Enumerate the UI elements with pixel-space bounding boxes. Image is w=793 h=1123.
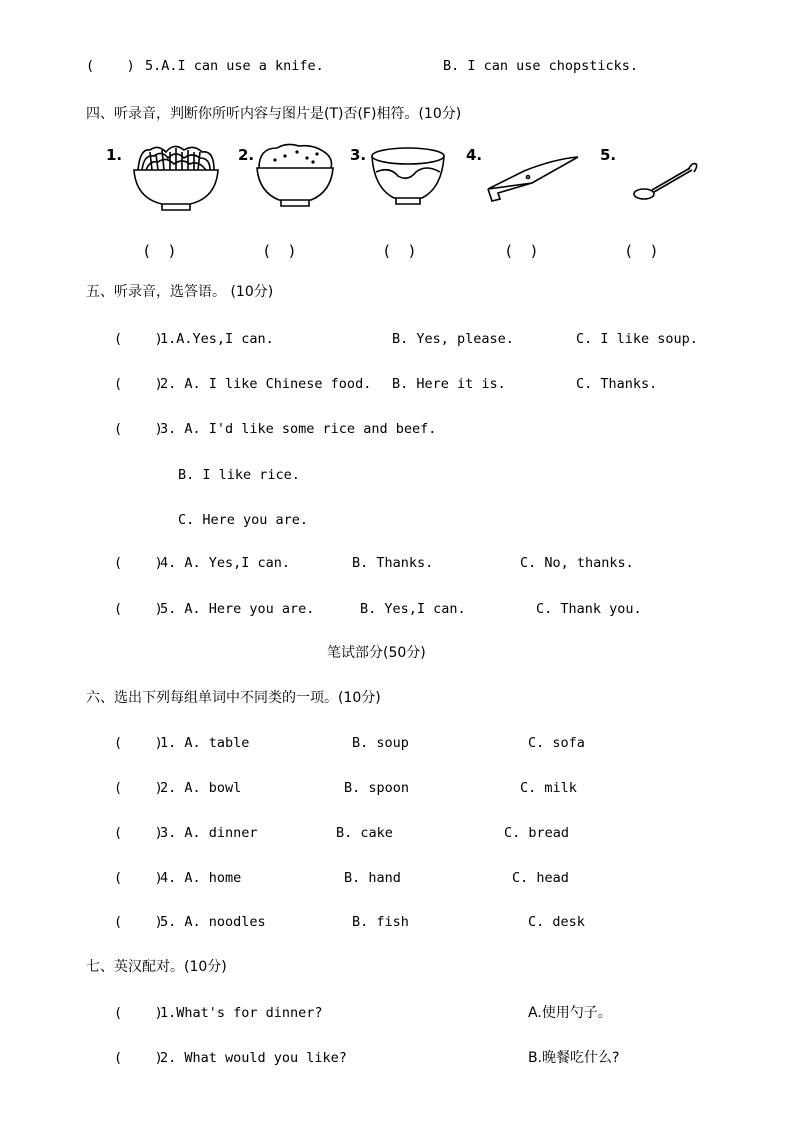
answer-blank[interactable]: ( ) — [114, 331, 163, 347]
option-a: 1. A. table — [160, 735, 250, 751]
answer-blank[interactable]: ( ) — [114, 735, 163, 751]
option-c: C. sofa — [528, 735, 585, 751]
option-c: C. desk — [528, 914, 585, 930]
option-b: B. spoon — [344, 780, 410, 796]
option-b: B. Yes,I can. — [360, 601, 466, 617]
option-c: C. milk — [520, 780, 577, 796]
section-4-heading: 四、听录音，判断你所听内容与图片是(T)否(F)相符。(10分) — [86, 106, 462, 122]
option-b: B. I like rice. — [178, 467, 300, 483]
picture-number: 2. — [238, 146, 255, 164]
english-phrase: 1.What's for dinner? — [160, 1005, 323, 1021]
option-a: 4. A. Yes,I can. — [160, 555, 291, 571]
option-c: C. Thanks. — [576, 376, 658, 392]
answer-blank[interactable]: ( ) — [114, 1005, 163, 1021]
question-text: 5.A.I can use a knife. — [145, 58, 324, 74]
answer-blank[interactable]: ( ) — [114, 376, 163, 392]
option-a: 3. A. I'd like some rice and beef. — [160, 421, 437, 437]
chinese-match: B.晚餐吃什么? — [528, 1050, 620, 1066]
option-c: C. I like soup. — [576, 331, 698, 347]
answer-blank[interactable]: ( ) — [384, 242, 415, 260]
option-b: B. I can use chopsticks. — [443, 58, 639, 74]
answer-blank[interactable]: ( ) — [114, 555, 163, 571]
written-part-title: 笔试部分(50分) — [327, 645, 426, 661]
answer-blank[interactable]: ( ) — [114, 1050, 163, 1066]
knife-icon — [484, 155, 580, 207]
option-b: B. Thanks. — [352, 555, 434, 571]
section-5-heading: 五、听录音，选答语。 (10分) — [86, 284, 274, 300]
option-a: 4. A. home — [160, 870, 242, 886]
picture-number: 1. — [106, 146, 123, 164]
english-phrase: 2. What would you like? — [160, 1050, 347, 1066]
section-6-heading: 六、选出下列每组单词中不同类的一项。(10分) — [86, 690, 381, 706]
soup-bowl-icon — [368, 142, 448, 214]
option-c: C. No, thanks. — [520, 555, 634, 571]
option-b: B. Yes, please. — [392, 331, 514, 347]
answer-blank[interactable]: ( ) — [114, 780, 163, 796]
option-b: B. hand — [344, 870, 401, 886]
picture-number: 4. — [466, 146, 483, 164]
section-7-heading: 七、英汉配对。(10分) — [86, 959, 227, 975]
answer-blank[interactable]: ( ) — [114, 601, 163, 617]
option-b: B. Here it is. — [392, 376, 506, 392]
option-a: 2. A. bowl — [160, 780, 242, 796]
option-a: 5. A. Here you are. — [160, 601, 315, 617]
picture-number: 5. — [600, 146, 617, 164]
option-c: C. Here you are. — [178, 512, 309, 528]
answer-blank[interactable]: ( ) — [626, 242, 657, 260]
answer-blank[interactable]: ( ) — [114, 870, 163, 886]
picture-number: 3. — [350, 146, 367, 164]
option-b: B. cake — [336, 825, 393, 841]
ladle-spoon-icon — [630, 158, 702, 204]
option-b: B. soup — [352, 735, 409, 751]
rice-bowl-icon — [255, 142, 335, 214]
answer-blank[interactable]: ( ) — [114, 825, 163, 841]
answer-blank[interactable]: ( ) — [144, 242, 175, 260]
answer-blank[interactable]: ( ) — [114, 914, 163, 930]
chinese-match: A.使用勺子。 — [528, 1005, 612, 1021]
option-c: C. head — [512, 870, 569, 886]
noodles-icon — [128, 140, 224, 216]
answer-blank[interactable]: ( ) — [264, 242, 295, 260]
option-b: B. fish — [352, 914, 409, 930]
option-c: C. Thank you. — [536, 601, 642, 617]
answer-blank[interactable]: ( ) — [86, 58, 135, 74]
option-a: 2. A. I like Chinese food. — [160, 376, 372, 392]
option-a: 1.A.Yes,I can. — [160, 331, 274, 347]
answer-blank[interactable]: ( ) — [506, 242, 537, 260]
option-a: 5. A. noodles — [160, 914, 266, 930]
answer-blank[interactable]: ( ) — [114, 421, 163, 437]
option-a: 3. A. dinner — [160, 825, 258, 841]
option-c: C. bread — [504, 825, 570, 841]
